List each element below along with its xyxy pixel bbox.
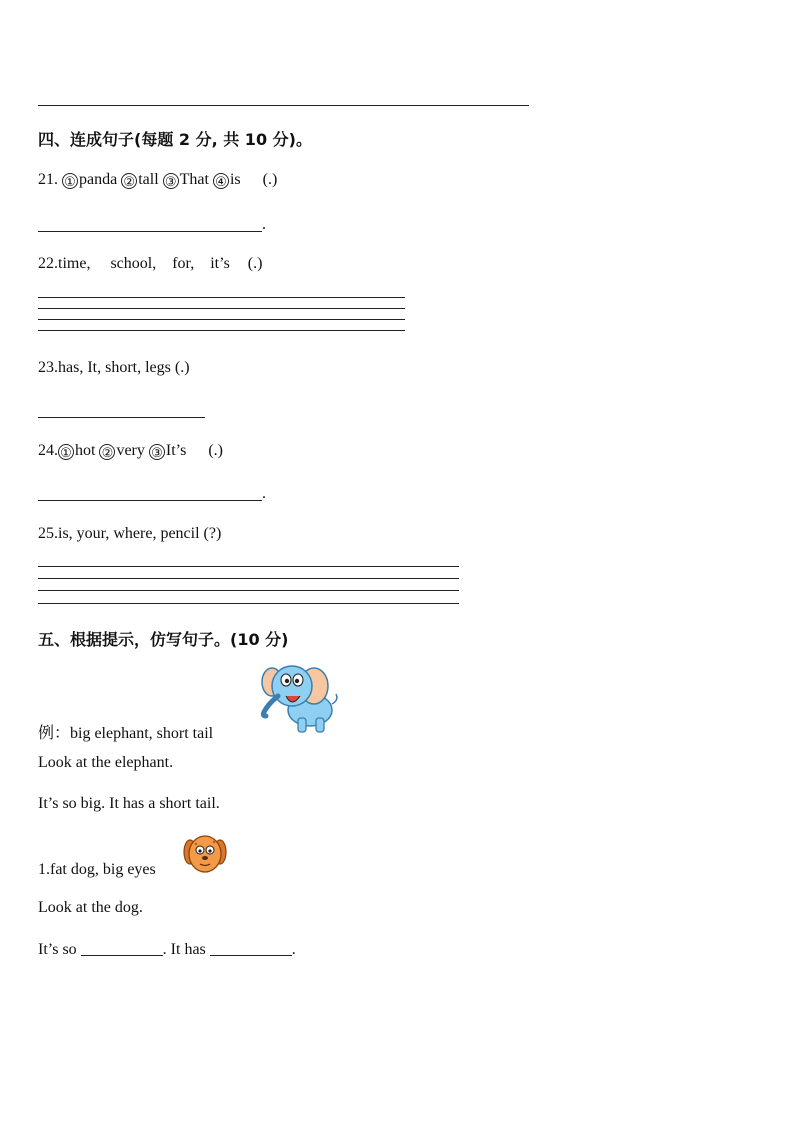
q22-word-4: it’s	[210, 255, 230, 272]
q22-word-3: for,	[172, 255, 195, 272]
answer-line-22d[interactable]	[38, 330, 405, 331]
circle-mark-3: ③	[149, 444, 165, 460]
answer-24-period: .	[262, 485, 266, 502]
blank-2[interactable]	[210, 941, 292, 956]
answer-line-23[interactable]	[38, 417, 205, 418]
section4-title: 四、连成句子(每题 2 分, 共 10 分)。	[38, 130, 312, 149]
item-1-label: 1.fat dog, big eyes	[38, 861, 156, 878]
answer-line-25b[interactable]	[38, 578, 459, 579]
circle-mark-2: ②	[99, 444, 115, 460]
circle-mark-4: ④	[213, 173, 229, 189]
word-3: It’s	[165, 442, 187, 459]
word-2: very	[116, 442, 145, 459]
question-21	[38, 171, 277, 189]
answer-line-22b[interactable]	[38, 308, 405, 309]
question-24-punct: (.)	[208, 442, 223, 459]
question-22	[38, 255, 262, 273]
answer-line-24[interactable]	[38, 500, 262, 501]
item-1-end: .	[291, 941, 296, 958]
question-21-punct: (.)	[262, 171, 278, 188]
question-23: 23.has, It, short, legs (.)	[38, 359, 190, 376]
circle-mark-1: ①	[62, 173, 78, 189]
elephant-icon	[256, 660, 340, 736]
word-2: tall	[138, 171, 159, 188]
word-1: panda	[79, 171, 118, 188]
item-1-line-2	[38, 941, 296, 959]
answer-line-22a[interactable]	[38, 297, 405, 298]
section5-title: 五、根据提示，仿写句子。(10 分)	[38, 630, 289, 649]
dog-icon	[182, 830, 228, 876]
answer-line-25c[interactable]	[38, 590, 459, 591]
circle-mark-1: ①	[58, 444, 74, 460]
example-label: 例：big elephant, short tail	[38, 725, 214, 742]
example-line-2: It’s so big. It has a short tail.	[38, 795, 220, 812]
item-1-line-1: Look at the dog.	[38, 899, 143, 916]
circle-mark-2: ②	[121, 173, 137, 189]
item-1-part-1: It’s so	[38, 941, 77, 958]
example-line-1: Look at the elephant.	[38, 754, 174, 771]
answer-line-25d[interactable]	[38, 603, 459, 604]
word-4: is	[229, 171, 241, 188]
answer-line-22c[interactable]	[38, 319, 405, 320]
blank-1[interactable]	[81, 941, 163, 956]
question-21-number: 21.	[38, 171, 58, 188]
q22-word-2: school,	[110, 255, 157, 272]
answer-21-period: .	[262, 216, 266, 233]
question-24	[38, 442, 223, 460]
answer-line-25a[interactable]	[38, 566, 459, 567]
q22-word-1: 22.time,	[38, 255, 91, 272]
item-1-part-2: . It has	[162, 941, 206, 958]
top-rule	[38, 105, 529, 106]
word-1: hot	[75, 442, 96, 459]
circle-mark-3: ③	[163, 173, 179, 189]
answer-line-21[interactable]	[38, 231, 262, 232]
word-3: That	[179, 171, 209, 188]
q22-punct: (.)	[247, 255, 263, 272]
question-24-number: 24.	[38, 442, 58, 459]
question-25: 25.is, your, where, pencil (?)	[38, 525, 222, 542]
